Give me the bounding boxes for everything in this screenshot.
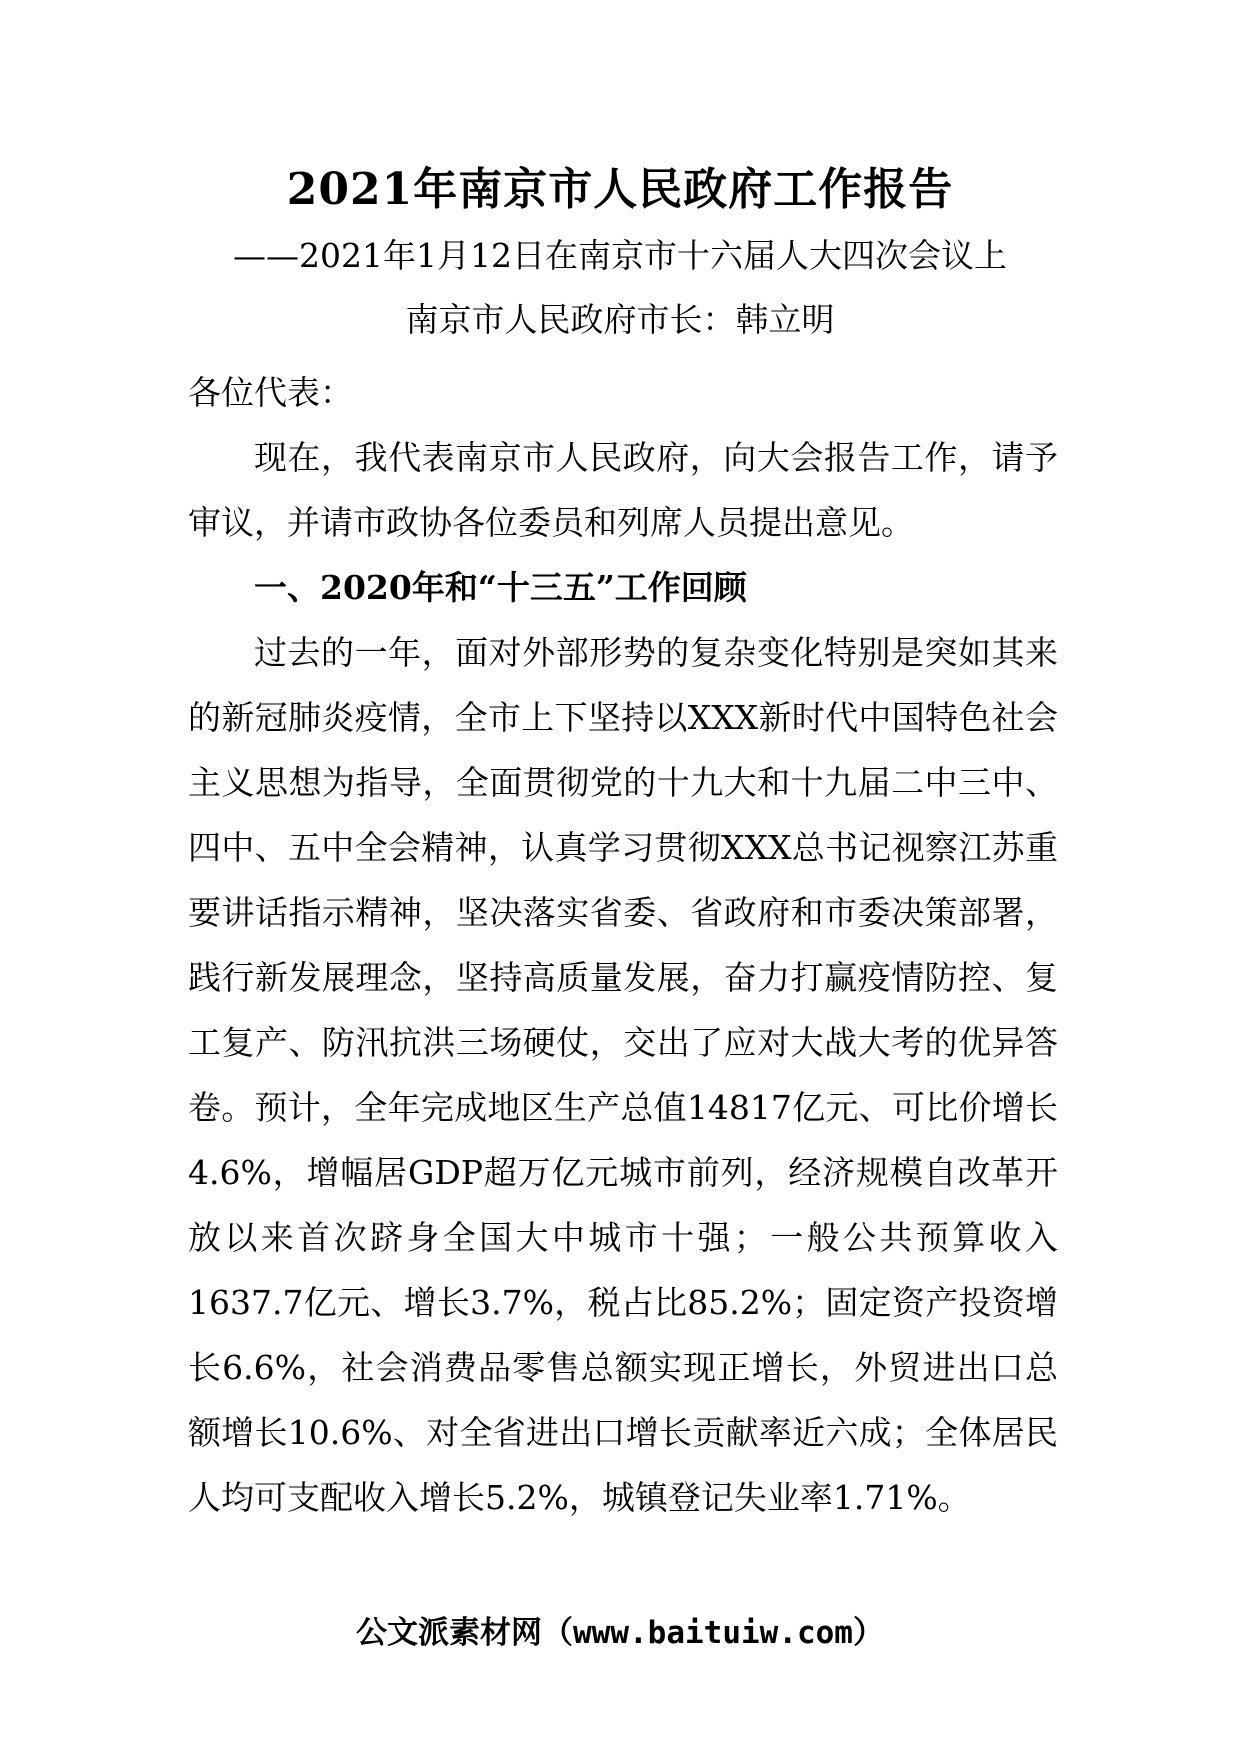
footer-site-name: 公文派素材网 (356, 1615, 543, 1651)
section-heading: 一、2020年和“十三五”工作回顾 (254, 568, 747, 607)
document-subtitle: ——2021年1月12日在南京市十六届人大四次会议上 (233, 236, 1007, 275)
document-body (188, 360, 1058, 1530)
review-paragraph: 过去的一年，面对外部形势的复杂变化特别是突如其来的新冠肺炎疫情，全市上下坚持以XXX新时代中国特色社会主义思想为指导，全面贯彻党的十九大和十九届二中三中、四中、五中全会精神，认真学习贯彻XXX总书记视察江苏重要讲话指示精神，坚决落实省委、省政府和市委决策部署，践行新发展理念，坚持高质量发展，奋力打赢疫情防控、复工复产、防汛抗洪三场硬仗，交出了应对大战大考的优异答卷。预计，全年完成地区生产总值14817亿元、可比价增长4.6%，增幅居GDP超万亿元城市前列，经济规模自改革开放以来首次跻身全国大中城市十强；一般公共预算收入1637.7亿元、增长3.7%，税占比85.2%；固定资产投资增长6.6%，社会消费品零售总额实现正增长，外贸进出口总额增长10.6%、对全省进出口增长贡献率近六成；全体居民人均可支配收入增长5.2%，城镇登记失业率1.71%。 (188, 633, 1058, 1517)
intro-paragraph: 现在，我代表南京市人民政府，向大会报告工作，请予审议，并请市政协各位委员和列席人员提出意见。 (188, 438, 1058, 542)
salutation: 各位代表： (188, 373, 353, 412)
footer-site-url: （www.baituiw.com） (542, 1615, 884, 1651)
document-author: 南京市人民政府市长：韩立明 (405, 300, 835, 339)
document-title: 2021年南京市人民政府工作报告 (286, 164, 954, 215)
footer-watermark (0, 1608, 1240, 1658)
